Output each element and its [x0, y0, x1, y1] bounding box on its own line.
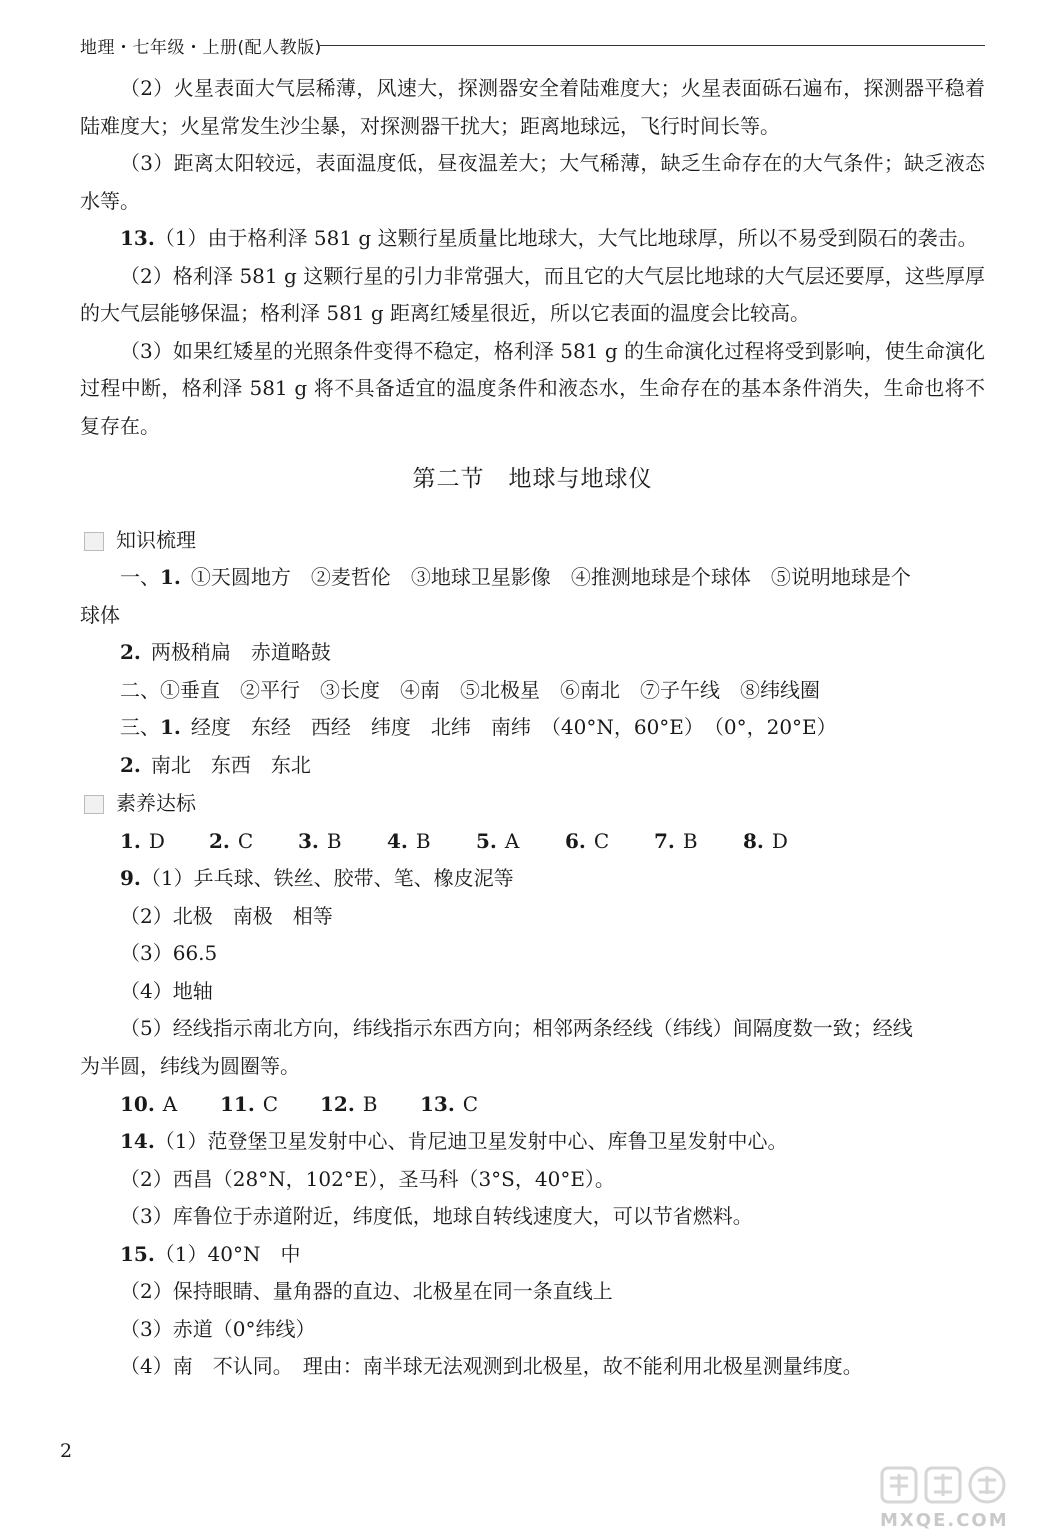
choice-answer: 3. B: [298, 829, 342, 853]
watermark-logo-icon: [872, 1462, 1022, 1512]
heading-marker-icon: [84, 532, 104, 551]
watermark-text: MXQE.COM: [880, 1510, 1009, 1531]
answer-line: （2）北极 南极 相等: [120, 903, 333, 928]
knowledge-line: 二、①垂直 ②平行 ③长度 ④南 ⑤北极星 ⑥南北 ⑦子午线 ⑧纬线圈: [120, 677, 820, 702]
header-title: 地理・七年级・上册(配人教版): [80, 38, 322, 58]
choice-answers-row: [80, 822, 985, 860]
choice-answer: 13. C: [420, 1092, 479, 1116]
running-header: [80, 33, 985, 59]
page-number: 2: [60, 1440, 73, 1462]
choice-answer: 8. D: [743, 829, 788, 853]
choice-answer: 4. B: [387, 829, 431, 853]
choice-answer: 6. C: [565, 829, 610, 853]
heading-marker-icon: [84, 795, 104, 814]
watermark-logo: [872, 1462, 1022, 1532]
answer-line: （4）南 不认同。 理由：南半球无法观测到北极星，故不能利用北极星测量纬度。: [120, 1354, 863, 1378]
answer-line: （5）经线指示南北方向，纬线指示东西方向；相邻两条经线（纬线）间隔度数一致；经线: [120, 1016, 913, 1040]
choice-answer: 11. C: [220, 1092, 279, 1116]
answer-paragraph: （3）距离太阳较远，表面温度低，昼夜温差大；大气稀薄，缺乏生命存在的大气条件；缺乏液态水等。: [80, 151, 985, 213]
choice-answer: 1. D: [120, 829, 165, 853]
choice-answers-row: [80, 1085, 985, 1123]
answer-line: 14.（1）范登堡卫星发射中心、肯尼迪卫星发射中心、库鲁卫星发射中心。: [120, 1129, 788, 1153]
answer-line: 15.（1）40°N 中: [120, 1241, 301, 1266]
answer-line: （3）库鲁位于赤道附近，纬度低，地球自转线速度大，可以节省燃料。: [120, 1204, 753, 1228]
knowledge-line: 2. 南北 东西 东北: [120, 752, 311, 777]
answer-paragraph: （3）如果红矮星的光照条件变得不稳定，格利泽 581 g 的生命演化过程将受到影响，使生命演化过程中断，格利泽 581 g 将不具备适宜的温度条件和液态水，生命存在的基本条件消失，生命也将不复存在。: [80, 338, 985, 438]
section-title: 第二节 地球与地球仪: [412, 466, 653, 492]
knowledge-line: 一、1. ①天圆地方 ②麦哲伦 ③地球卫星影像 ④推测地球是个球体 ⑤说明地球是个: [120, 565, 911, 589]
choice-answer: 12. B: [320, 1092, 378, 1116]
answer-line: 为半圆，纬线为圆圈等。: [80, 1053, 300, 1078]
choice-answer: 10. A: [120, 1092, 178, 1116]
question-number: 13.: [120, 226, 155, 250]
choice-answer: 2. C: [209, 829, 254, 853]
main-content: [80, 70, 985, 1386]
knowledge-line: 2. 两极稍扁 赤道略鼓: [120, 640, 331, 664]
choice-answer: 7. B: [654, 829, 698, 853]
heading-knowledge: 知识梳理: [80, 521, 985, 559]
answer-line: （4）地轴: [120, 978, 213, 1003]
answer-paragraph: （2）火星表面大气层稀薄，风速大，探测器安全着陆难度大；火星表面砾石遍布，探测器平稳着陆难度大；火星常发生沙尘暴，对探测器干扰大；距离地球远，飞行时间长等。: [80, 76, 985, 138]
knowledge-line: 三、1. 经度 东经 西经 纬度 北纬 南纬 （40°N，60°E） （0°，20°E）: [120, 715, 837, 739]
answer-paragraph: （2）格利泽 581 g 这颗行星的引力非常强大，而且它的大气层比地球的大气层还要厚，这些厚厚的大气层能够保温；格利泽 581 g 距离红矮星很近，所以它表面的温度会比较高。: [80, 263, 985, 325]
answer-line: 9.（1）乒乓球、铁丝、胶带、笔、橡皮泥等: [120, 866, 514, 890]
answer-line: （3）66.5: [120, 941, 218, 965]
answer-paragraph: 13.（1）由于格利泽 581 g 这颗行星质量比地球大，大气比地球厚，所以不易受到陨石的袭击。: [120, 226, 978, 250]
knowledge-line: 球体: [80, 602, 120, 627]
header-rule: [320, 45, 985, 46]
heading-practice: 素养达标: [80, 784, 985, 822]
answer-line: （3）赤道（0°纬线）: [120, 1316, 316, 1341]
answer-line: （2）西昌（28°N，102°E），圣马科（3°S，40°E）。: [120, 1166, 615, 1191]
choice-answer: 5. A: [476, 829, 520, 853]
answer-line: （2）保持眼睛、量角器的直边、北极星在同一条直线上: [120, 1279, 613, 1303]
